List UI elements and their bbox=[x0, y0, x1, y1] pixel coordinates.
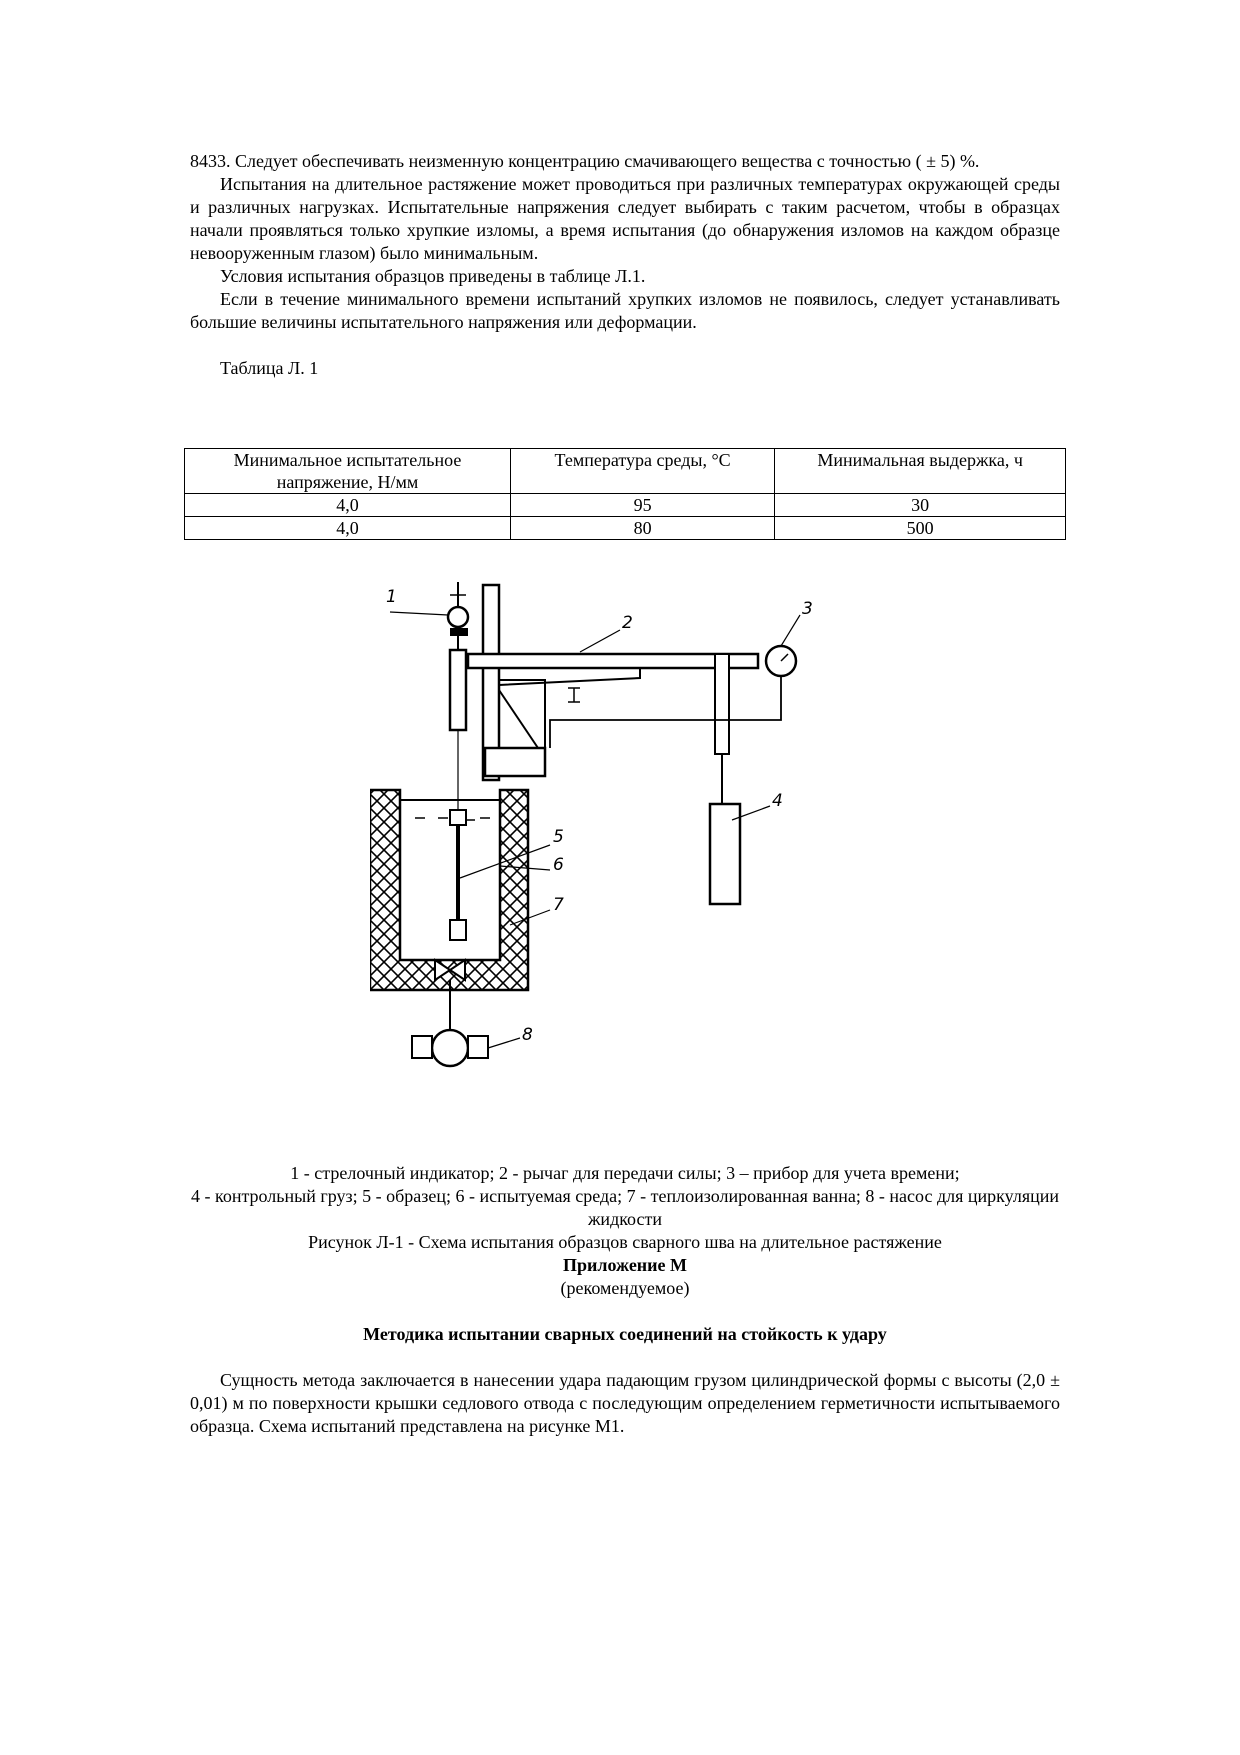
figure-legend-line-2: 4 - контрольный груз; 5 - образец; 6 - испытуемая среда; 7 - теплоизолированная ванна; 8 - насос для циркуляции жидкости bbox=[191, 1186, 1059, 1229]
figure-legend-block bbox=[190, 1162, 1060, 1438]
intro-paragraph-2: Испытания на длительное растяжение может проводиться при различных температурах окружающей среды и различных нагрузках. Испытательные напряжения следует выбирать с таким расчетом, чтобы в образцах начали проявляться только хрупкие изломы, а время испытания (до обнаружения изломов на каждом образце невооруженным глазом) было минимальным. bbox=[190, 174, 1060, 263]
conditions-table bbox=[184, 448, 1066, 540]
method-title: Методика испытании сварных соединений на стойкость к удару bbox=[363, 1324, 887, 1344]
cell-duration: 500 bbox=[775, 517, 1066, 540]
cell-temperature: 95 bbox=[510, 494, 774, 517]
intro-paragraph-4: Если в течение минимального времени испытаний хрупких изломов не появилось, следует устанавливать большие величины испытательного напряжения или деформации. bbox=[190, 289, 1060, 332]
figure-label-1: 1 bbox=[386, 587, 397, 607]
table-row bbox=[185, 517, 1066, 540]
figure-label-3: 3 bbox=[802, 599, 813, 619]
table-row bbox=[185, 494, 1066, 517]
cell-temperature: 80 bbox=[510, 517, 774, 540]
cell-stress: 4,0 bbox=[185, 517, 511, 540]
intro-paragraph-1: 8433. Следует обеспечивать неизменную концентрацию смачивающего вещества с точностью ( ± 5) %. bbox=[190, 151, 980, 171]
header-duration: Минимальная выдержка, ч bbox=[775, 449, 1066, 494]
intro-paragraph-3: Условия испытания образцов приведены в таблице Л.1. bbox=[220, 266, 646, 286]
figure-label-6: 6 bbox=[553, 855, 564, 875]
document-page bbox=[190, 150, 1060, 1436]
figure-caption: Рисунок Л-1 - Схема испытания образцов сварного шва на длительное растяжение bbox=[308, 1232, 942, 1252]
table-header-row bbox=[185, 449, 1066, 494]
header-temperature: Температура среды, °С bbox=[510, 449, 774, 494]
figure-label-8: 8 bbox=[522, 1025, 533, 1045]
test-scheme-figure bbox=[370, 570, 890, 1130]
appendix-subtitle: (рекомендуемое) bbox=[560, 1278, 690, 1298]
weight-4 bbox=[710, 654, 770, 904]
cell-duration: 30 bbox=[775, 494, 1066, 517]
appendix-title: Приложение М bbox=[562, 1255, 688, 1275]
upper-rod bbox=[450, 636, 466, 810]
figure-label-7: 7 bbox=[553, 895, 564, 915]
figure-legend-line-1: 1 - стрелочный индикатор; 2 - рычаг для передачи силы; 3 – прибор для учета времени; bbox=[290, 1163, 960, 1183]
cell-stress: 4,0 bbox=[185, 494, 511, 517]
indicator-1 bbox=[390, 582, 468, 636]
method-paragraph: Сущность метода заключается в нанесении удара падающим грузом цилиндрической формы с высоты (2,0 ± 0,01) м по поверхности крышки седлового отвода с последующим определением герметичности испытываемого образца. Схема испытаний представлена на рисунке М1. bbox=[190, 1370, 1060, 1436]
figure-label-4: 4 bbox=[772, 791, 783, 811]
figure-label-2: 2 bbox=[622, 613, 633, 633]
table-caption: Таблица Л. 1 bbox=[220, 358, 319, 378]
figure-label-5: 5 bbox=[553, 827, 564, 847]
header-stress: Минимальное испытательное напряжение, Н/мм bbox=[185, 449, 511, 494]
